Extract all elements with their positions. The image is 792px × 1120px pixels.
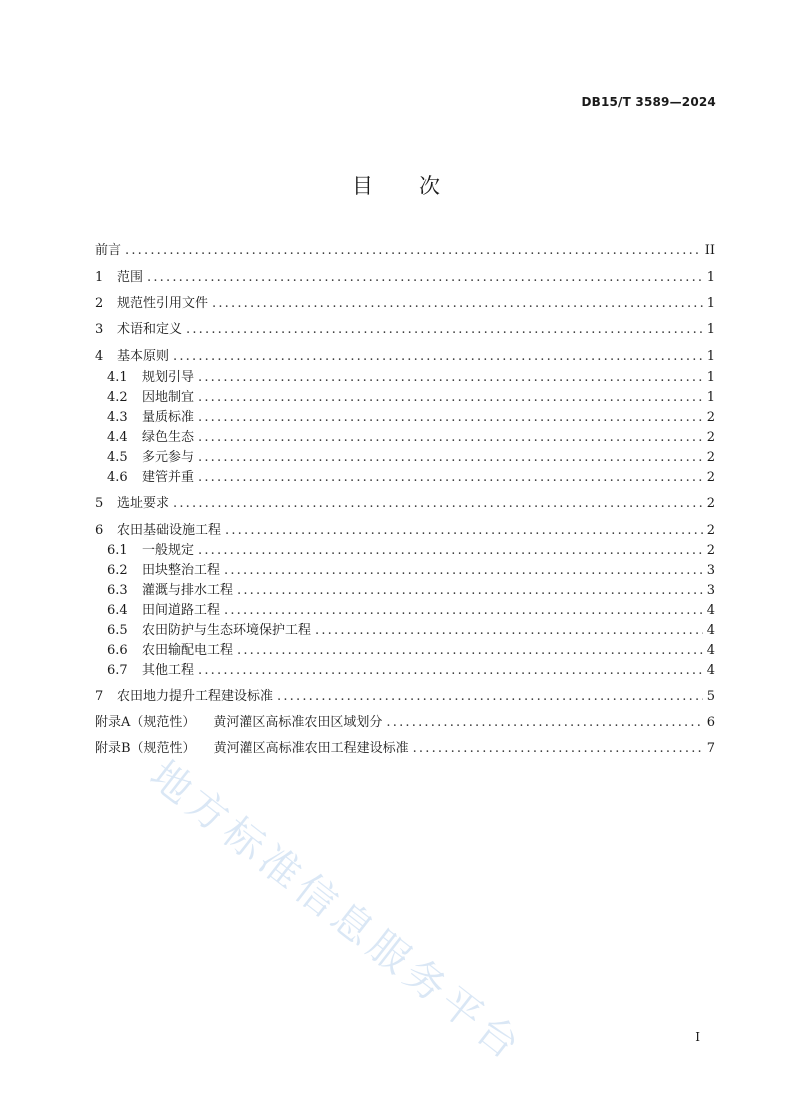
toc-label: 规范性引用文件: [117, 296, 209, 311]
toc-label: 范围: [117, 270, 144, 285]
toc-leader: [224, 563, 703, 579]
toc-label: 多元参与: [142, 450, 195, 465]
toc-label: 因地制宜: [142, 390, 195, 405]
toc-label: 选址要求: [117, 496, 170, 511]
toc-leader: [198, 370, 703, 386]
toc-page: 5: [706, 689, 715, 704]
toc-label: 农田地力提升工程建设标准: [117, 689, 274, 704]
toc-entry-appendix-b[interactable]: [95, 741, 715, 757]
toc-leader: [225, 523, 703, 539]
toc-leader: [198, 450, 703, 466]
toc-subentry[interactable]: [107, 390, 715, 406]
toc-label: 其他工程: [142, 663, 195, 678]
toc-number: 2: [95, 296, 104, 311]
toc-number: 5: [95, 496, 104, 511]
toc-page: 2: [706, 470, 715, 485]
toc-page: 1: [706, 270, 715, 285]
toc-page: 2: [706, 543, 715, 558]
toc-number: 6.7: [107, 663, 128, 678]
toc-leader: [198, 470, 703, 486]
toc-label: 农田输配电工程: [142, 643, 234, 658]
toc-page: II: [704, 243, 715, 258]
toc-leader: [173, 496, 703, 512]
toc-label: 田块整治工程: [142, 563, 221, 578]
toc-leader: [173, 349, 703, 365]
toc-appendix-number: 附录B（规范性）: [95, 741, 196, 756]
toc-appendix-number: 附录A（规范性）: [95, 715, 196, 730]
toc-leader: [186, 322, 703, 338]
toc-subentry[interactable]: [107, 603, 715, 619]
toc-page: 4: [706, 623, 715, 638]
toc-page: 4: [706, 663, 715, 678]
toc-leader: [413, 741, 703, 757]
toc-label: 规划引导: [142, 370, 195, 385]
toc-label: 绿色生态: [142, 430, 195, 445]
toc-subentry[interactable]: [107, 430, 715, 446]
toc-leader: [198, 430, 703, 446]
toc-label: 黄河灌区高标准农田区域划分: [213, 715, 383, 730]
toc-leader: [198, 663, 703, 679]
toc-label: 建管并重: [142, 470, 195, 485]
toc-number: 4: [95, 349, 104, 364]
toc-subentry[interactable]: [107, 410, 715, 426]
document-code: DB15/T 3589—2024: [581, 95, 716, 109]
toc-number: 4.6: [107, 470, 128, 485]
toc-leader: [277, 689, 703, 705]
toc-number: 6.6: [107, 643, 128, 658]
toc-subentry[interactable]: [107, 370, 715, 386]
toc-page: 2: [706, 496, 715, 511]
toc-label: 灌溉与排水工程: [142, 583, 234, 598]
toc-label: 农田基础设施工程: [117, 523, 222, 538]
toc-label: 黄河灌区高标准农田工程建设标准: [213, 741, 409, 756]
toc-leader: [315, 623, 703, 639]
toc-entry[interactable]: [95, 523, 715, 539]
toc-label: 田间道路工程: [142, 603, 221, 618]
toc-page: 3: [706, 583, 715, 598]
toc-label: 基本原则: [117, 349, 170, 364]
toc-leader: [237, 643, 703, 659]
toc-page: 2: [706, 450, 715, 465]
toc-label: 农田防护与生态环境保护工程: [142, 623, 312, 638]
toc-page: 1: [706, 349, 715, 364]
toc-number: 6.4: [107, 603, 128, 618]
toc-leader: [386, 715, 702, 731]
toc-leader: [125, 243, 701, 259]
toc-number: 6.1: [107, 543, 128, 558]
toc-leader: [237, 583, 703, 599]
toc-entry[interactable]: [95, 322, 715, 338]
toc-entry-appendix-a[interactable]: [95, 715, 715, 731]
title-char-1: 目: [352, 174, 373, 198]
toc-page: 4: [706, 603, 715, 618]
toc-label: 术语和定义: [117, 322, 183, 337]
toc-number: 4.4: [107, 430, 128, 445]
toc-leader: [147, 270, 703, 286]
toc-page: 1: [706, 296, 715, 311]
toc-leader: [198, 410, 703, 426]
toc-subentry[interactable]: [107, 643, 715, 659]
page-number: I: [695, 1030, 700, 1044]
toc-number: 1: [95, 270, 104, 285]
toc-number: 7: [95, 689, 104, 704]
toc-number: 4.2: [107, 390, 128, 405]
toc-page: 7: [706, 741, 715, 756]
toc-leader: [224, 603, 703, 619]
toc-page: 6: [706, 715, 715, 730]
watermark: 地方标准信息服务平台: [141, 752, 532, 1072]
toc-number: 4.5: [107, 450, 128, 465]
toc-entry[interactable]: [95, 296, 715, 312]
toc-subentry[interactable]: [107, 583, 715, 599]
toc-subentry[interactable]: [107, 543, 715, 559]
toc-leader: [212, 296, 703, 312]
toc-number: 4.3: [107, 410, 128, 425]
toc-entry[interactable]: [95, 496, 715, 512]
toc-subentry[interactable]: [107, 470, 715, 486]
toc-entry-foreword[interactable]: [95, 243, 715, 259]
toc-entry[interactable]: [95, 270, 715, 286]
toc-page: 2: [706, 523, 715, 538]
toc-page: 1: [706, 322, 715, 337]
toc-leader: [198, 543, 703, 559]
toc-leader: [198, 390, 703, 406]
toc-page: 2: [706, 430, 715, 445]
toc-entry[interactable]: [95, 689, 715, 705]
toc-page: 4: [706, 643, 715, 658]
toc-page: 1: [706, 370, 715, 385]
toc-label: 一般规定: [142, 543, 195, 558]
page-title: [0, 170, 792, 200]
toc-entry[interactable]: [95, 349, 715, 365]
toc-subentry[interactable]: [107, 450, 715, 466]
toc-page: 1: [706, 390, 715, 405]
toc-number: 6: [95, 523, 104, 538]
toc-number: 6.2: [107, 563, 128, 578]
toc-page: 3: [706, 563, 715, 578]
toc-label: 前言: [95, 243, 122, 258]
toc-number: 6.3: [107, 583, 128, 598]
toc-subentry[interactable]: [107, 563, 715, 579]
toc-subentry[interactable]: [107, 623, 715, 639]
title-char-2: 次: [419, 174, 440, 198]
toc-number: 4.1: [107, 370, 128, 385]
toc-number: 3: [95, 322, 104, 337]
toc-page: 2: [706, 410, 715, 425]
toc-number: 6.5: [107, 623, 128, 638]
toc-label: 量质标准: [142, 410, 195, 425]
toc-subentry[interactable]: [107, 663, 715, 679]
